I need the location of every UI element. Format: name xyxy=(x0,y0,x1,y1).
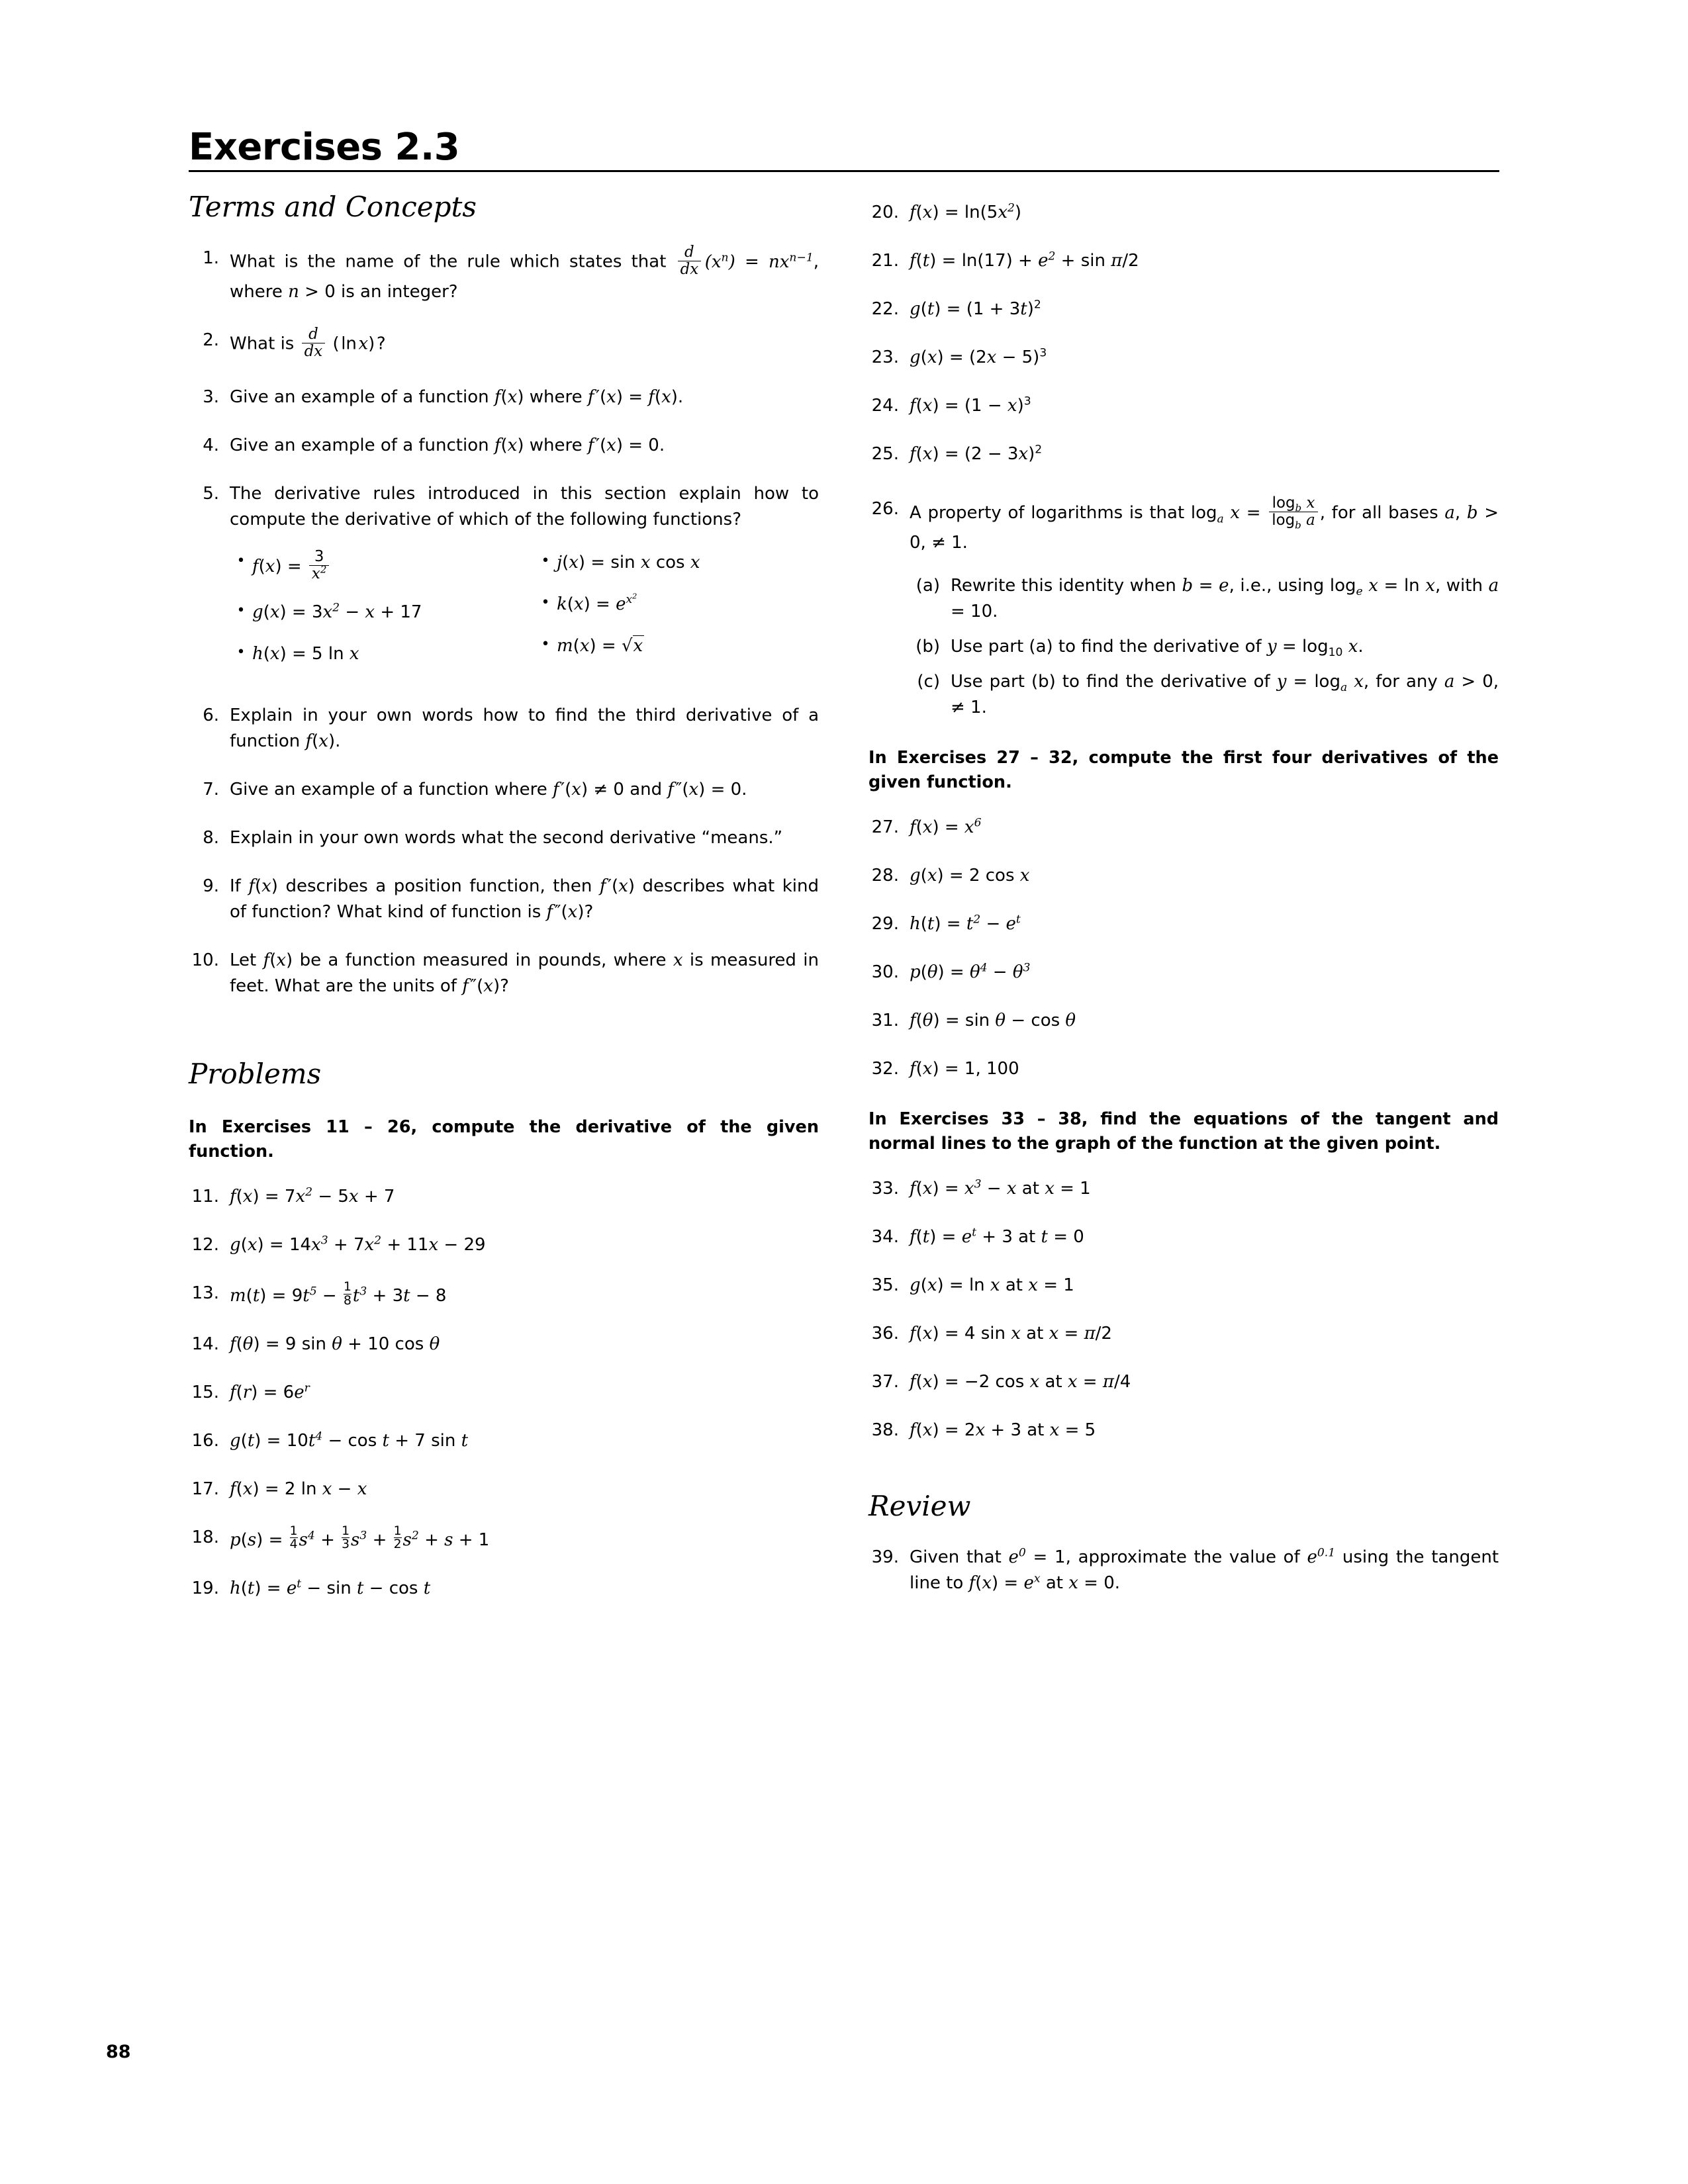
bullet-dot-icon: • xyxy=(236,643,246,660)
exercise-number: 21. xyxy=(871,251,899,271)
list-item-text: $k(x) = e^{x^2}$ xyxy=(557,591,637,614)
exercise-number: 4. xyxy=(203,435,219,455)
exercise-item-18 xyxy=(189,1525,819,1553)
instruction-27-32: In Exercises 27 – 32, compute the first four derivatives of the given function. xyxy=(868,748,1499,793)
exercise-text: A property of logarithms is that $\log_a x$ = $\frac{\log_b x}{\log_b a}$ , for all bases a, b > 0, ≠ 1. xyxy=(910,494,1499,553)
exercise-number: 25. xyxy=(871,444,899,464)
exercise-number: 31. xyxy=(871,1011,899,1031)
list-item-text: j(x) = sin x cos x xyxy=(557,552,700,572)
exercise-text: f(θ) = sin θ − cos θ xyxy=(910,1011,1076,1031)
exercise-number: 36. xyxy=(871,1324,899,1344)
exercise-text: f(x) = −2 cos x at x = π/4 xyxy=(910,1372,1131,1392)
exercise-number: 26. xyxy=(871,499,899,519)
exercise-text: p(s) = $\frac{1}{4}$ $s^4$ + $\frac{1}{3}$ $s^3$ + $\frac{1}{2}$ $s^2 + s + 1$ xyxy=(230,1524,490,1552)
exercise-number: 19. xyxy=(191,1578,219,1598)
exercise-text: $h(t) = t^2 - e^t$ xyxy=(910,913,1021,934)
exercise-item-11 xyxy=(189,1184,819,1210)
exercise-number: 29. xyxy=(871,914,899,934)
exercise-text: Explain in your own words how to find the third derivative of a function f(x). xyxy=(230,705,819,751)
exercise-item-38 xyxy=(868,1418,1499,1443)
exercise-item-36 xyxy=(868,1321,1499,1347)
exercise-text: $f(x) = 7x^2 - 5x + 7$ xyxy=(230,1185,395,1206)
exercise-item-20 xyxy=(868,200,1499,226)
exercise-number: 28. xyxy=(871,866,899,886)
exercise-number: 11. xyxy=(191,1186,219,1206)
exercise-item-35 xyxy=(868,1273,1499,1298)
exercise-item-16 xyxy=(189,1428,819,1454)
exercise-item-2 xyxy=(189,328,819,361)
exercise-text: $f(x) = \ln(5x^2)$ xyxy=(910,201,1022,222)
page-title: Exercises 2.3 xyxy=(189,126,460,169)
list-item-text: f(x) = $\frac{3}{x^2}$ xyxy=(252,550,331,584)
exercise-text: g(x) = ln x at x = 1 xyxy=(910,1275,1074,1296)
exercise-text: $f(t) = \ln(17) + e^2 + \sin \pi/2$ xyxy=(910,250,1139,271)
list-item-text: h(x) = 5 ln x xyxy=(252,643,359,664)
section-heading-review: Review xyxy=(868,1490,971,1523)
exercise-number: 34. xyxy=(871,1227,899,1248)
sub-item-label: (c) xyxy=(917,672,940,692)
list-item xyxy=(534,550,819,576)
exercise-text: $g(x) = 14x^3 + 7x^2 + 11x - 29$ xyxy=(230,1234,486,1255)
exercise-text: $f(x) = (2 - 3x)^2$ xyxy=(910,443,1043,464)
bullet-dot-icon: • xyxy=(236,602,246,619)
sub-item-c xyxy=(910,669,1499,721)
exercise-number: 8. xyxy=(203,827,219,848)
exercise-number: 7. xyxy=(203,779,219,799)
page-content xyxy=(189,126,1499,1624)
exercise-item-6 xyxy=(189,703,819,754)
page-title-row xyxy=(189,126,1499,172)
exercise-item-1 xyxy=(189,246,819,305)
exercise-text: $p(\theta) = \theta^4 - \theta^3$ xyxy=(910,961,1031,983)
exercise-number: 17. xyxy=(191,1479,219,1499)
exercise-number: 9. xyxy=(203,876,219,896)
exercise-item-28 xyxy=(868,863,1499,889)
list-item-text: $g(x) = 3x^2 - x + 17$ xyxy=(252,601,422,622)
exercise-text: Explain in your own words what the second derivative “means.” xyxy=(230,827,783,848)
exercise-text: Give an example of a function f(x) where f ′(x) = f(x). xyxy=(230,387,684,407)
list-item xyxy=(534,633,819,659)
exercise-item-14 xyxy=(189,1332,819,1357)
function-list-column-left xyxy=(230,547,514,683)
exercise-text: $f(x) = x^3 - x$ at x = 1 xyxy=(910,1177,1091,1199)
exercise-number: 30. xyxy=(871,962,899,983)
two-column-layout xyxy=(189,191,1499,1624)
exercise-item-24 xyxy=(868,393,1499,419)
exercise-item-39 xyxy=(868,1545,1499,1596)
exercise-text: g(x) = 2 cos x xyxy=(910,866,1030,886)
exercise-text: f(x) = 2x + 3 at x = 5 xyxy=(910,1420,1096,1441)
exercise-item-7 xyxy=(189,777,819,803)
exercise-text: $g(t) = (1 + 3t)^2$ xyxy=(910,298,1041,319)
list-item xyxy=(230,547,514,584)
exercise-number: 5. xyxy=(203,483,219,504)
exercise-item-10 xyxy=(189,948,819,999)
sub-item-text: Use part (b) to find the derivative of $y = \log_a x$, for any a > 0, ≠ 1. xyxy=(951,672,1499,718)
instruction-11-26: In Exercises 11 – 26, compute the derivative of the given function. xyxy=(189,1116,819,1161)
exercise-number: 37. xyxy=(871,1372,899,1392)
exercise-number: 3. xyxy=(203,387,219,407)
exercise-item-15 xyxy=(189,1380,819,1406)
exercise-item-3 xyxy=(189,385,819,410)
exercise-item-26 xyxy=(868,496,1499,556)
list-item xyxy=(230,600,514,625)
exercise-text: $f(x) = (1 - x)^3$ xyxy=(910,394,1031,416)
exercise-text: Let f(x) be a function measured in pounds, where x is measured in feet. What are the units of f ″(x)? xyxy=(230,950,820,996)
exercise-text: $f(x) = x^6$ xyxy=(910,816,982,838)
exercise-item-4 xyxy=(189,433,819,459)
instruction-33-38: In Exercises 33 – 38, find the equations of the tangent and normal lines to the graph of the function at the given point. xyxy=(868,1109,1499,1154)
exercise-text: f(x) = 2 ln x − x xyxy=(230,1479,367,1499)
bullet-dot-icon: • xyxy=(236,552,246,569)
exercise-item-17 xyxy=(189,1477,819,1502)
exercise-item-13 xyxy=(189,1281,819,1309)
exercise-text: f(x) = 1, 100 xyxy=(910,1059,1019,1079)
exercise-text: $f(t) = e^t + 3$ at t = 0 xyxy=(910,1226,1084,1248)
left-column xyxy=(189,191,819,1624)
exercise-text: What is $\frac{d}{dx}$ ( ln x) ? xyxy=(230,326,386,361)
function-list-column-right xyxy=(534,550,819,683)
exercise-text: If f(x) describes a position function, then f ′(x) describes what kind of function? What kind of function is f ″(x)? xyxy=(230,876,819,922)
exercise-number: 10. xyxy=(191,950,219,970)
exercise-text: The derivative rules introduced in this section explain how to compute the derivative of which of the following functions? xyxy=(230,483,819,529)
exercise-text: $g(x) = (2x - 5)^3$ xyxy=(910,346,1047,367)
exercise-item-29 xyxy=(868,911,1499,937)
exercise-item-30 xyxy=(868,960,1499,985)
exercise-text: Give an example of a function f(x) where f ′(x) = 0. xyxy=(230,435,665,455)
right-column xyxy=(868,191,1499,1624)
exercise-item-23 xyxy=(868,345,1499,371)
section-heading-terms-and-concepts: Terms and Concepts xyxy=(189,191,477,223)
bullet-dot-icon: • xyxy=(541,594,550,611)
exercise-item-9 xyxy=(189,874,819,925)
exercise-number: 32. xyxy=(871,1059,899,1079)
page-number: 88 xyxy=(106,2042,131,2062)
sub-item-a xyxy=(910,573,1499,625)
bullet-dot-icon: • xyxy=(541,635,550,653)
sub-item-text: Use part (a) to find the derivative of $y = \log_{10} x$. xyxy=(951,637,1364,660)
exercise-5-function-list xyxy=(230,547,819,683)
exercise-item-8 xyxy=(189,825,819,851)
exercise-item-5 xyxy=(189,481,819,533)
exercise-text: $g(t) = 10t^4 - \cos t + 7$ sin t xyxy=(230,1430,469,1451)
exercise-number: 1. xyxy=(203,248,219,268)
exercise-text: What is the name of the rule which states that $\frac{d}{dx}$ $(x^n) = nx^{n-1}$, where n > 0 is an integer? xyxy=(230,244,820,302)
sub-item-b xyxy=(910,634,1499,660)
exercise-number: 39. xyxy=(871,1547,899,1568)
exercise-text: f(θ) = 9 sin θ + 10 cos θ xyxy=(230,1334,440,1354)
exercise-number: 24. xyxy=(871,396,899,416)
exercise-item-19 xyxy=(189,1576,819,1602)
exercise-number: 13. xyxy=(191,1283,219,1303)
exercise-item-34 xyxy=(868,1224,1499,1250)
exercise-text: $h(t) = e^t - \sin t - \cos t$ xyxy=(230,1577,431,1598)
bullet-dot-icon: • xyxy=(541,552,550,569)
exercise-number: 20. xyxy=(871,203,899,222)
exercise-26-parts xyxy=(910,573,1499,721)
exercise-number: 15. xyxy=(191,1382,219,1402)
exercise-number: 14. xyxy=(191,1334,219,1354)
exercise-text: Given that $e^0 = 1$, approximate the value of $e^{0.1}$ using the tangent line to $f(x) = e^x$ at x = 0. xyxy=(910,1546,1499,1594)
list-item xyxy=(230,641,514,667)
exercise-number: 38. xyxy=(871,1420,899,1441)
exercise-item-27 xyxy=(868,815,1499,841)
exercise-item-33 xyxy=(868,1176,1499,1202)
exercise-number: 12. xyxy=(191,1234,219,1255)
exercise-text: $m(t) = 9t^5$ − $\frac{1}{8}$ $t^3 + 3t - 8$ xyxy=(230,1279,447,1308)
exercise-item-25 xyxy=(868,441,1499,467)
exercise-number: 22. xyxy=(871,299,899,319)
exercise-number: 2. xyxy=(203,330,219,351)
section-heading-problems: Problems xyxy=(189,1057,322,1090)
exercise-item-21 xyxy=(868,248,1499,274)
exercise-item-12 xyxy=(189,1232,819,1258)
exercise-text: $f(r) = 6e^r$ xyxy=(230,1381,310,1402)
sub-item-text: Rewrite this identity when b = e, i.e., using $\log_e x = \ln x$, with a = 10. xyxy=(951,576,1499,622)
exercise-number: 6. xyxy=(203,705,219,725)
exercise-item-22 xyxy=(868,296,1499,322)
exercise-number: 16. xyxy=(191,1430,219,1451)
sub-item-label: (b) xyxy=(915,637,940,657)
exercise-number: 18. xyxy=(191,1527,219,1547)
exercise-item-31 xyxy=(868,1008,1499,1034)
exercise-number: 35. xyxy=(871,1275,899,1296)
sub-item-label: (a) xyxy=(915,576,940,596)
exercise-text: Give an example of a function where f ′(x) ≠ 0 and f ″(x) = 0. xyxy=(230,779,747,799)
list-item xyxy=(534,592,819,617)
exercise-number: 33. xyxy=(871,1179,899,1199)
exercise-item-32 xyxy=(868,1056,1499,1082)
list-item-text: m(x) = √x xyxy=(557,635,643,656)
exercise-item-37 xyxy=(868,1369,1499,1395)
exercise-number: 23. xyxy=(871,347,899,367)
exercise-number: 27. xyxy=(871,817,899,838)
exercise-text: f(x) = 4 sin x at x = π/2 xyxy=(910,1324,1112,1344)
